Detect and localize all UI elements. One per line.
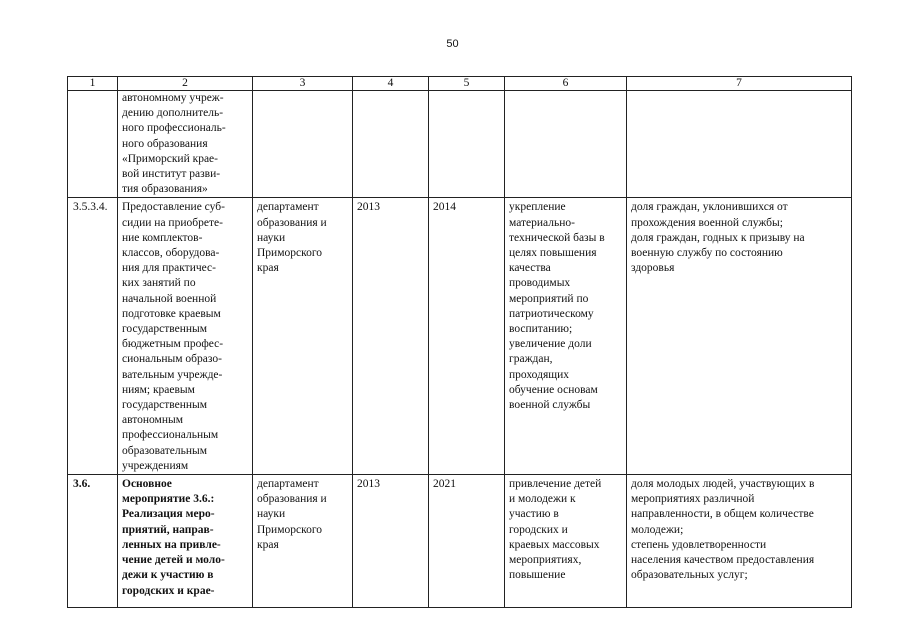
text-line: мероприятие 3.6.:	[122, 493, 215, 506]
row3-result-cell	[505, 475, 627, 608]
text-line: доля граждан, годных к призыву на	[631, 231, 805, 244]
text-line: направленности, в общем количестве	[631, 508, 814, 521]
text-line: государственным	[122, 399, 208, 412]
row3-end-cell: 2021	[429, 475, 505, 608]
page-number: 50	[446, 38, 459, 50]
text-line: технической базы в	[509, 231, 605, 244]
row2-indicator-cell	[627, 198, 852, 475]
row2-end-cell: 2014	[429, 198, 505, 475]
program-activities-table	[67, 76, 852, 608]
header-cell-1: 1	[68, 77, 118, 91]
text-line: повышение	[509, 569, 566, 582]
row1-start-cell	[353, 91, 429, 198]
text-line: департамент	[257, 201, 319, 214]
row1-indicator-cell	[627, 91, 852, 198]
table-header-row	[68, 77, 852, 91]
header-cell-3: 3	[253, 77, 353, 91]
text-line: прохождения военной службы;	[631, 216, 783, 229]
text-line: Приморского	[257, 523, 323, 536]
text-line: проходящих	[509, 368, 569, 381]
text-line: образовательных услуг;	[631, 569, 748, 582]
row2-result-cell	[505, 198, 627, 475]
text-line: профессиональным	[122, 429, 219, 442]
text-line: здоровья	[631, 262, 675, 275]
row3-start-cell: 2013	[353, 475, 429, 608]
text-line: мероприятий по	[509, 292, 589, 305]
text-line: целях повышения	[509, 247, 597, 260]
text-line: науки	[257, 231, 286, 244]
text-line: укрепление	[509, 201, 566, 214]
text-line: приятий, направ-	[122, 523, 214, 536]
header-cell-6: 6	[505, 77, 627, 91]
text-line: участию в	[509, 508, 559, 521]
text-line: образования и	[257, 216, 327, 229]
text-line: военную службу по состоянию	[631, 247, 783, 260]
text-line: ких занятий по	[122, 277, 196, 290]
text-line: сидии на приобрете-	[122, 216, 223, 229]
text-line: «Приморский крае-	[122, 152, 218, 165]
row1-activity-cell	[118, 91, 253, 198]
text-line: обучение основам	[509, 383, 598, 396]
row2-number-cell: 3.5.3.4.	[68, 198, 118, 475]
text-line: департамент	[257, 478, 319, 491]
text-line: Реализация меро-	[122, 508, 215, 521]
header-cell-5: 5	[429, 77, 505, 91]
header-cell-7: 7	[627, 77, 852, 91]
table-row	[68, 475, 852, 608]
text-line: и молодежи к	[509, 493, 576, 506]
text-line: образования и	[257, 493, 327, 506]
row2-activity-cell	[118, 198, 253, 475]
row1-number-cell	[68, 91, 118, 198]
header-cell-4: 4	[353, 77, 429, 91]
text-line: дению дополнитель-	[122, 107, 224, 120]
text-line: автономному учреж-	[122, 92, 224, 104]
row1-executor-cell	[253, 91, 353, 198]
text-line: учреждениям	[122, 459, 189, 472]
row2-start-cell: 2013	[353, 198, 429, 475]
row3-executor-cell	[253, 475, 353, 608]
text-line: подготовке краевым	[122, 307, 221, 320]
text-line: ленных на привле-	[122, 538, 221, 551]
text-line: бюджетным профес-	[122, 338, 224, 351]
text-line: военной службы	[509, 399, 591, 412]
text-line: дежи к участию в	[122, 569, 214, 582]
text-line: начальной военной	[122, 292, 217, 305]
text-line: увеличение доли	[509, 338, 592, 351]
row3-number-cell: 3.6.	[68, 475, 118, 608]
text-line: вательным учрежде-	[122, 368, 223, 381]
text-line: мероприятиях,	[509, 554, 582, 567]
text-line: тия образования»	[122, 183, 208, 196]
text-line: автономным	[122, 414, 183, 427]
text-line: городских и крае-	[122, 584, 215, 597]
text-line: классов, оборудова-	[122, 247, 220, 260]
text-line: края	[257, 262, 279, 275]
text-line: чение детей и моло-	[122, 554, 225, 567]
row2-executor-cell	[253, 198, 353, 475]
text-line: Приморского	[257, 247, 323, 260]
row3-indicator-cell	[627, 475, 852, 608]
text-line: науки	[257, 508, 286, 521]
row3-activity-cell	[118, 475, 253, 608]
text-line: ние комплектов-	[122, 231, 203, 244]
text-line: образовательным	[122, 444, 208, 457]
text-line: Предоставление суб-	[122, 201, 225, 214]
text-line: населения качеством предоставления	[631, 554, 815, 567]
text-line: качества	[509, 262, 551, 275]
text-line: степень удовлетворенности	[631, 538, 767, 551]
row1-end-cell	[429, 91, 505, 198]
table-row	[68, 91, 852, 198]
text-line: мероприятиях различной	[631, 493, 755, 506]
text-line: сиональным образо-	[122, 353, 222, 366]
text-line: городских и	[509, 523, 568, 536]
text-line: ниям; краевым	[122, 383, 195, 396]
text-line: граждан,	[509, 353, 553, 366]
text-line: Основное	[122, 478, 172, 491]
text-line: патриотическому	[509, 307, 594, 320]
text-line: доля граждан, уклонившихся от	[631, 201, 788, 214]
header-cell-2: 2	[118, 77, 253, 91]
text-line: ного профессиональ-	[122, 122, 226, 135]
text-line: края	[257, 538, 279, 551]
row1-result-cell	[505, 91, 627, 198]
text-line: проводимых	[509, 277, 571, 290]
table-row	[68, 198, 852, 475]
text-line: привлечение детей	[509, 478, 602, 491]
text-line: вой институт разви-	[122, 168, 221, 181]
text-line: ного образования	[122, 137, 208, 150]
text-line: воспитанию;	[509, 323, 573, 336]
text-line: молодежи;	[631, 523, 684, 536]
text-line: доля молодых людей, участвующих в	[631, 478, 815, 491]
text-line: краевых массовых	[509, 538, 600, 551]
text-line: материально-	[509, 216, 575, 229]
text-line: государственным	[122, 323, 208, 336]
text-line: ния для практичес-	[122, 262, 216, 275]
